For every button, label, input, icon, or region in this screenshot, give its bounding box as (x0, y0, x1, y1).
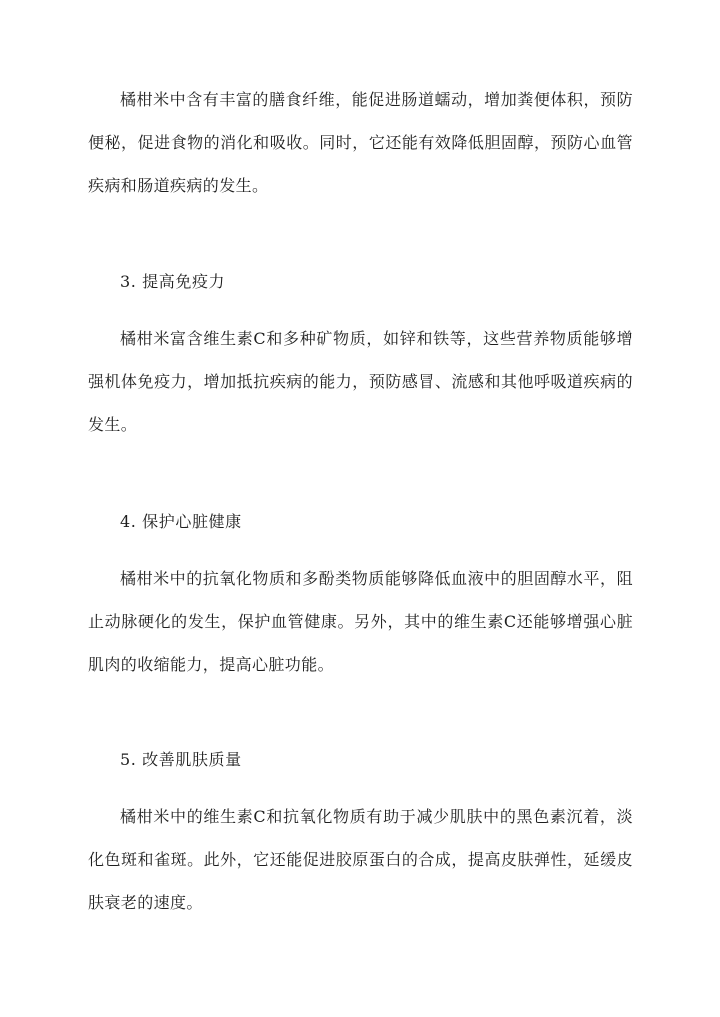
paragraph-immunity: 橘柑米富含维生素C和多种矿物质，如锌和铁等，这些营养物质能够增强机体免疫力，增加抵抗疾病的能力，预防感冒、流感和其他呼吸道疾病的发生。 (88, 329, 633, 434)
paragraph-skin-quality: 橘柑米中的维生素C和抗氧化物质有助于减少肌肤中的黑色素沉着，淡化色斑和雀斑。此外，它还能促进胶原蛋白的合成，提高皮肤弹性，延缓皮肤衰老的速度。 (88, 807, 633, 912)
section-heading-heart-health: 4. 保护心脏健康 (120, 512, 242, 531)
section-heading-skin-quality: 5. 改善肌肤质量 (120, 750, 242, 769)
paragraph-digestion: 橘柑米中含有丰富的膳食纤维，能促进肠道蠕动，增加粪便体积，预防便秘，促进食物的消化和吸收。同时，它还能有效降低胆固醇，预防心血管疾病和肠道疾病的发生。 (88, 90, 633, 195)
paragraph-heart-health: 橘柑米中的抗氧化物质和多酚类物质能够降低血液中的胆固醇水平，阻止动脉硬化的发生，保护血管健康。另外，其中的维生素C还能够增强心脏肌肉的收缩能力，提高心脏功能。 (88, 569, 633, 674)
section-heading-immunity: 3. 提高免疫力 (120, 272, 226, 291)
